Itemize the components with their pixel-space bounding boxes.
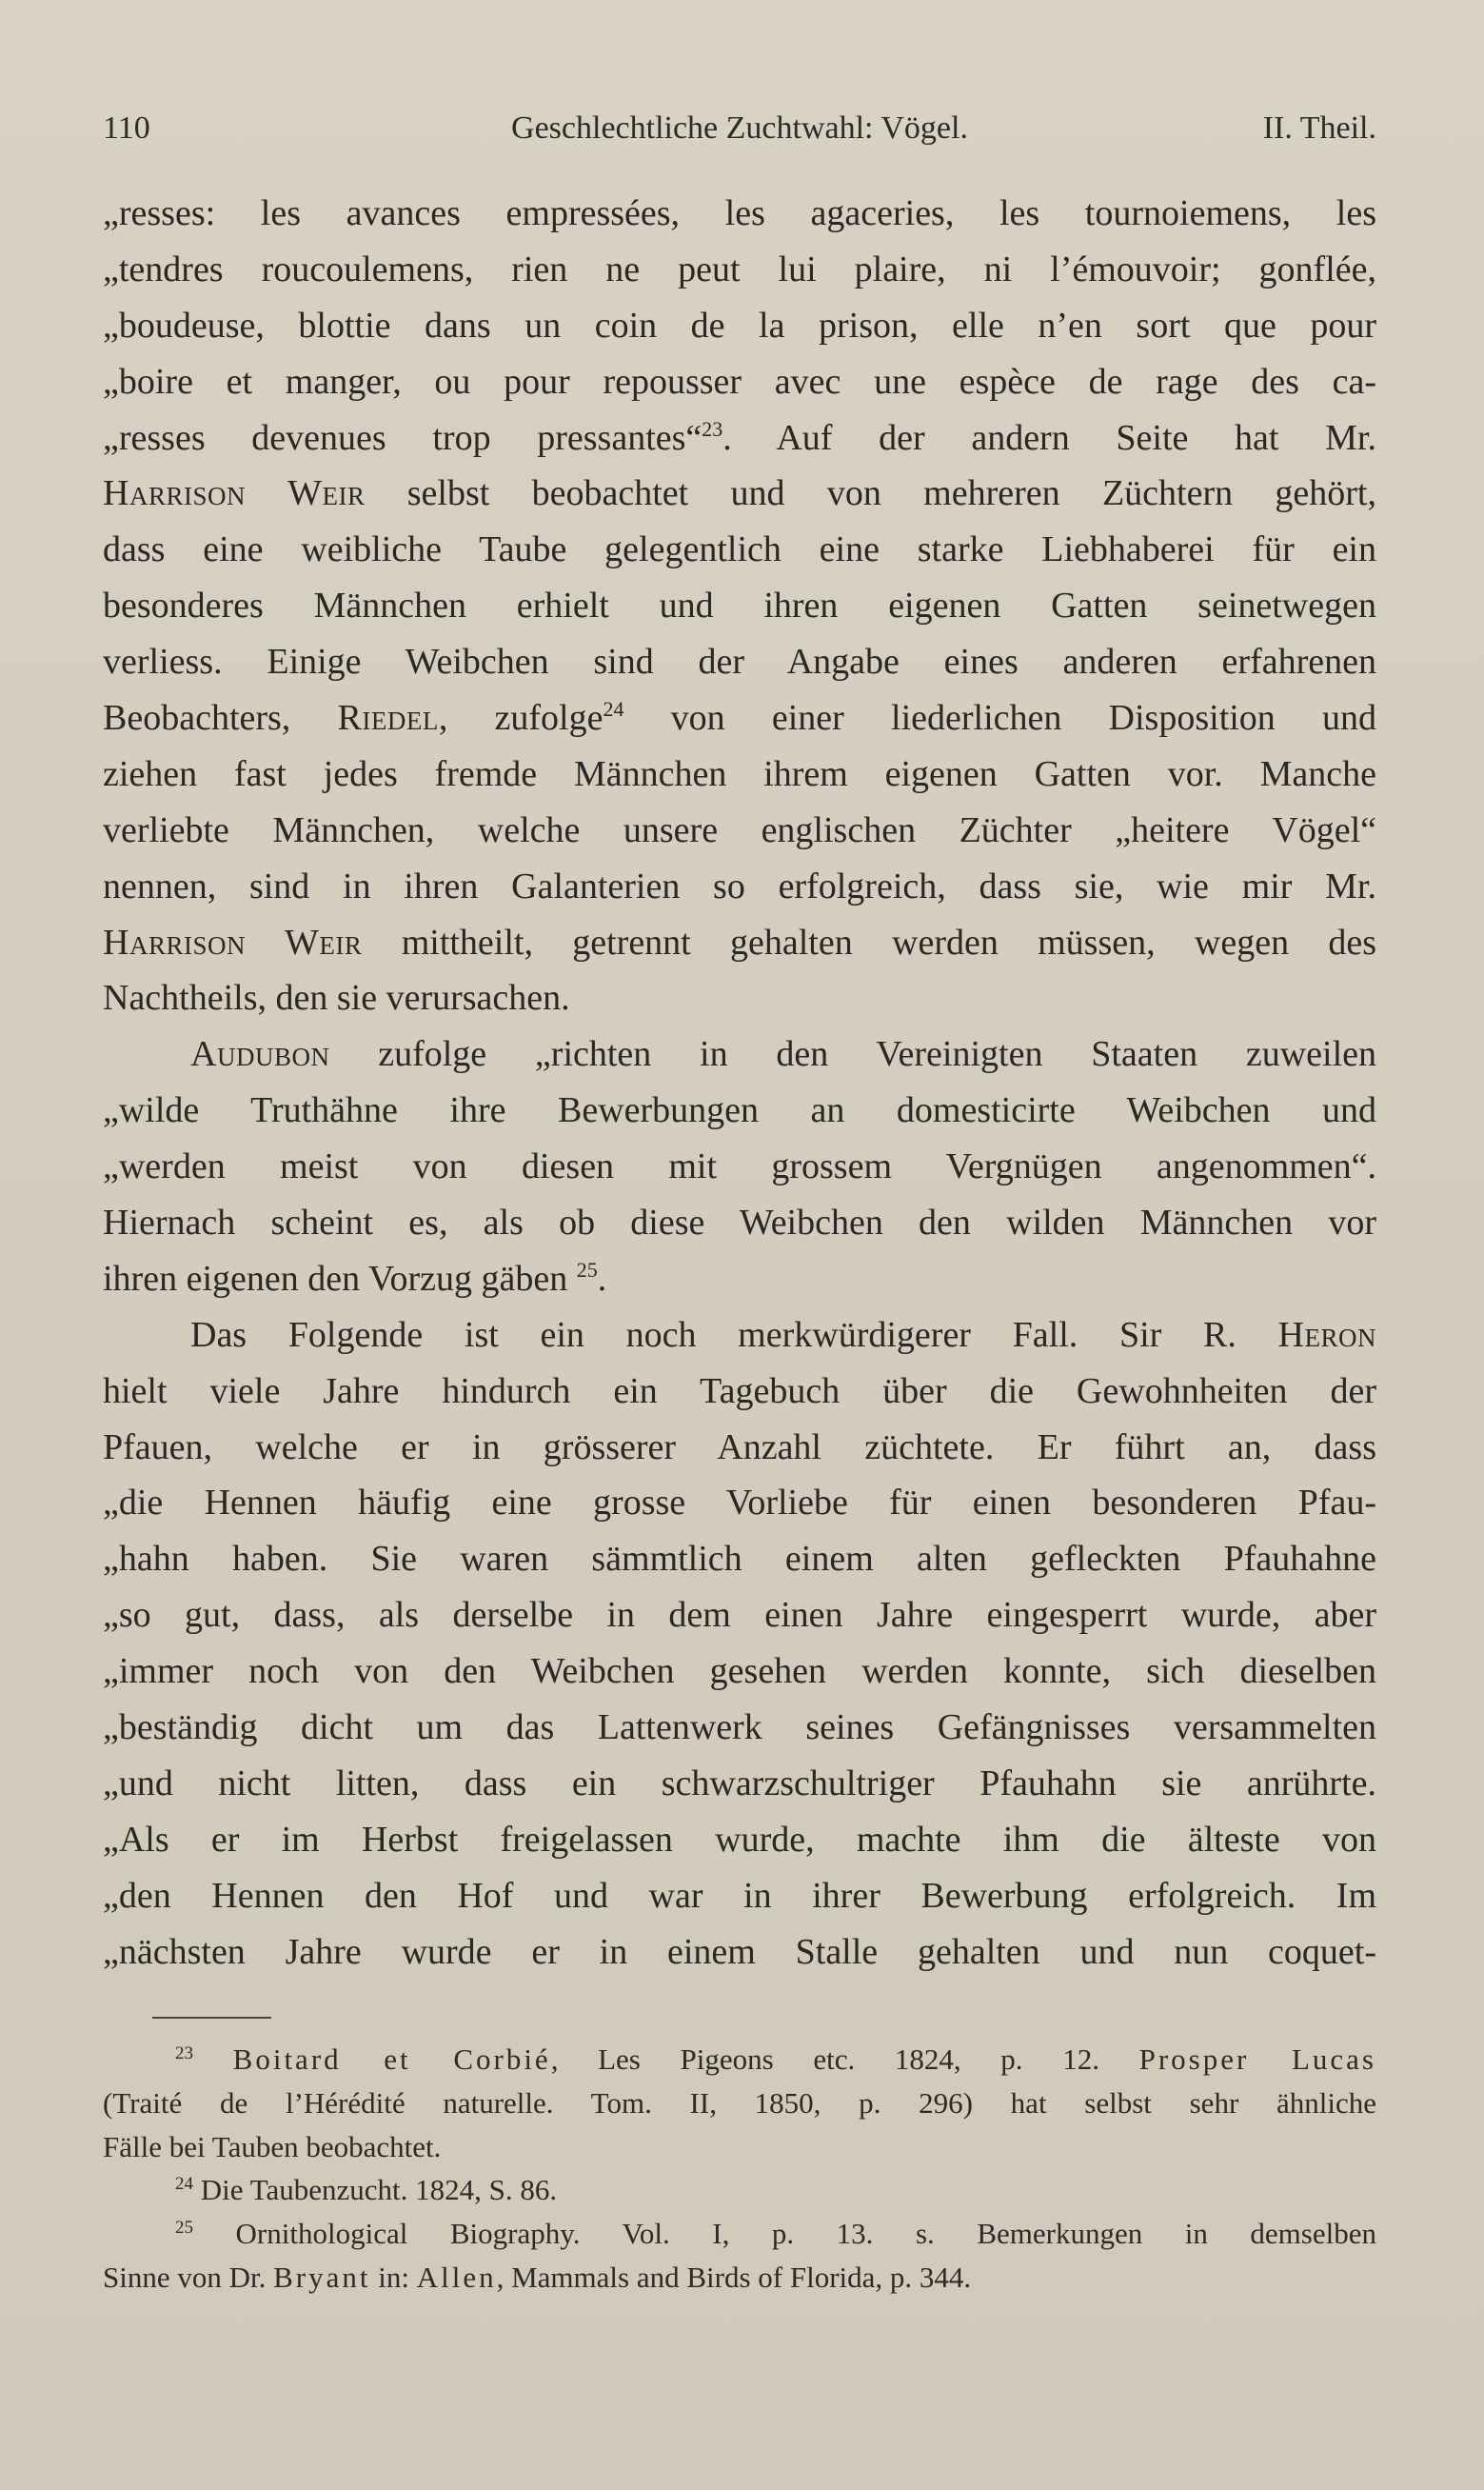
footnote-line: (Traité de l’Hérédité naturelle. Tom. II, 1850, p. 296) hat selbst sehr ähnliche — [103, 2085, 1376, 2120]
text-line — [103, 1026, 1376, 1083]
text-line: nennen, sind in ihren Galanterien so erfolgreich, dass sie, wie mir Mr. — [103, 866, 1376, 906]
person-name-harrison-weir: Harrison Weir — [103, 473, 366, 514]
author-name: Allen — [416, 2260, 497, 2294]
text-line: „werden meist von diesen mit grossem Vergnügen angenommen“. — [103, 1146, 1376, 1187]
footnote-25 — [103, 2212, 1376, 2256]
text-line: „tendres roucoulemens, rien ne peut lui plaire, ni l’émouvoir; gonflée, — [103, 249, 1376, 289]
page-header — [103, 103, 1376, 156]
footnote-ref-25: 25 — [576, 1257, 598, 1282]
person-name-riedel: Riedel — [337, 698, 439, 739]
author-name: Prosper Lucas — [1138, 2042, 1376, 2076]
text-segment: , Mammals and Birds of Florida, p. 344. — [496, 2260, 972, 2294]
text-segment: von einer liederlichen Disposition und — [623, 698, 1376, 739]
text-line: „Als er im Herbst freigelassen wurde, machte ihm die älteste von — [103, 1819, 1376, 1860]
text-segment: , zufolge — [438, 698, 603, 739]
text-segment: Sinne von Dr. — [103, 2260, 274, 2294]
text-segment: „resses devenues trop pressantes“ — [103, 417, 702, 458]
text-segment: . Auf der andern Seite hat Mr. — [722, 417, 1376, 458]
text-segment: ihren eigenen den Vorzug gäben — [103, 1258, 577, 1299]
text-line: „den Hennen den Hof und war in ihrer Bewerbung erfolgreich. Im — [103, 1875, 1376, 1916]
person-name-heron: Heron — [1277, 1314, 1376, 1355]
text-segment: Beobachters, — [103, 698, 338, 739]
text-segment: selbst beobachtet und von mehreren Züchtern gehört, — [365, 473, 1376, 514]
page-number: 110 — [103, 110, 150, 146]
author-name: Boitard et Corbié — [232, 2042, 551, 2076]
text-line: „beständig dicht um das Lattenwerk seines Gefängnisses versammelten — [103, 1707, 1376, 1748]
footnote-marker: 23 — [175, 2043, 193, 2063]
text-line: „hahn haben. Sie waren sämmtlich einem alten gefleckten Pfauhahne — [103, 1539, 1376, 1580]
text-line — [103, 1251, 1376, 1307]
footnote-line: Fälle bei Tauben beobachtet. — [103, 2129, 442, 2163]
part-label: II. Theil. — [1262, 110, 1376, 146]
footnote-24 — [103, 2168, 1376, 2212]
text-line: „immer noch von den Weibchen gesehen werden konnte, sich dieselben — [103, 1651, 1376, 1692]
text-line: dass eine weibliche Taube gelegentlich eine starke Liebhaberei für ein — [103, 529, 1376, 570]
footnote-line — [103, 2256, 1376, 2300]
footnote-23 — [103, 2038, 1376, 2082]
text-segment: Ornithological Biography. Vol. I, p. 13. s. Bemerkungen in demselben — [193, 2217, 1376, 2251]
text-line: „resses: les avances empressées, les agaceries, les tournoiemens, les — [103, 193, 1376, 233]
text-line: besonderes Männchen erhielt und ihren eigenen Gatten seinetwegen — [103, 586, 1376, 627]
text-line: „nächsten Jahre wurde er in einem Stalle gehalten und nun coquet- — [103, 1931, 1376, 1972]
text-segment: mittheilt, getrennt gehalten werden müssen, wegen des — [362, 922, 1376, 963]
person-name-harrison-weir: Harrison Weir — [103, 922, 363, 963]
text-line — [103, 466, 1376, 522]
text-line: verliebte Männchen, welche unsere englischen Züchter „heitere Vögel“ — [103, 809, 1376, 850]
author-name: Bryant — [273, 2260, 371, 2294]
text-line: ziehen fast jedes fremde Männchen ihrem eigenen Gatten vor. Manche — [103, 753, 1376, 794]
main-text — [103, 186, 1376, 1981]
text-line: „und nicht litten, dass ein schwarzschultriger Pfauhahn sie anrührte. — [103, 1763, 1376, 1803]
footnote-ref-23: 23 — [702, 416, 723, 441]
text-line: Nachtheils, den sie verursachen. — [103, 978, 570, 1019]
text-line: Pfauen, welche er in grösserer Anzahl züchtete. Er führt an, dass — [103, 1426, 1376, 1467]
person-name-audubon: Audubon — [190, 1034, 330, 1075]
footnote-divider — [152, 2017, 271, 2019]
text-line: Hiernach scheint es, als ob diese Weibchen den wilden Männchen vor — [103, 1203, 1376, 1244]
running-title: Geschlechtliche Zuchtwahl: Vögel. — [511, 110, 968, 146]
footnote-ref-24: 24 — [603, 697, 624, 722]
text-line: „wilde Truthähne ihre Bewerbungen an domesticirte Weibchen und — [103, 1090, 1376, 1131]
text-segment: in: — [370, 2260, 417, 2294]
text-line — [103, 410, 1376, 467]
text-line — [103, 690, 1376, 747]
text-segment: zufolge „richten in den Vereinigten Staaten zuweilen — [329, 1034, 1376, 1075]
text-line: „die Hennen häufig eine grosse Vorliebe für einen besonderen Pfau- — [103, 1483, 1376, 1524]
text-segment: . — [597, 1258, 607, 1299]
text-line: „boudeuse, blottie dans un coin de la prison, elle n’en sort que pour — [103, 305, 1376, 346]
text-line: verliess. Einige Weibchen sind der Angabe eines anderen erfahrenen — [103, 642, 1376, 683]
footnote-marker: 24 — [175, 2174, 193, 2195]
text-segment: Die Taubenzucht. 1824, S. 86. — [193, 2173, 558, 2207]
text-segment: , Les Pigeons etc. 1824, p. 12. — [550, 2042, 1139, 2076]
text-segment: Das Folgende ist ein noch merkwürdigerer Fall. Sir R. — [190, 1314, 1278, 1355]
text-line: „boire et manger, ou pour repousser avec une espèce de rage des ca- — [103, 361, 1376, 402]
text-line: hielt viele Jahre hindurch ein Tagebuch über die Gewohnheiten der — [103, 1370, 1376, 1411]
text-line — [103, 1307, 1376, 1364]
text-line: „so gut, dass, als derselbe in dem einen Jahre eingesperrt wurde, aber — [103, 1595, 1376, 1636]
text-line — [103, 915, 1376, 971]
footnotes — [103, 2038, 1376, 2300]
footnote-marker: 25 — [175, 2218, 193, 2239]
